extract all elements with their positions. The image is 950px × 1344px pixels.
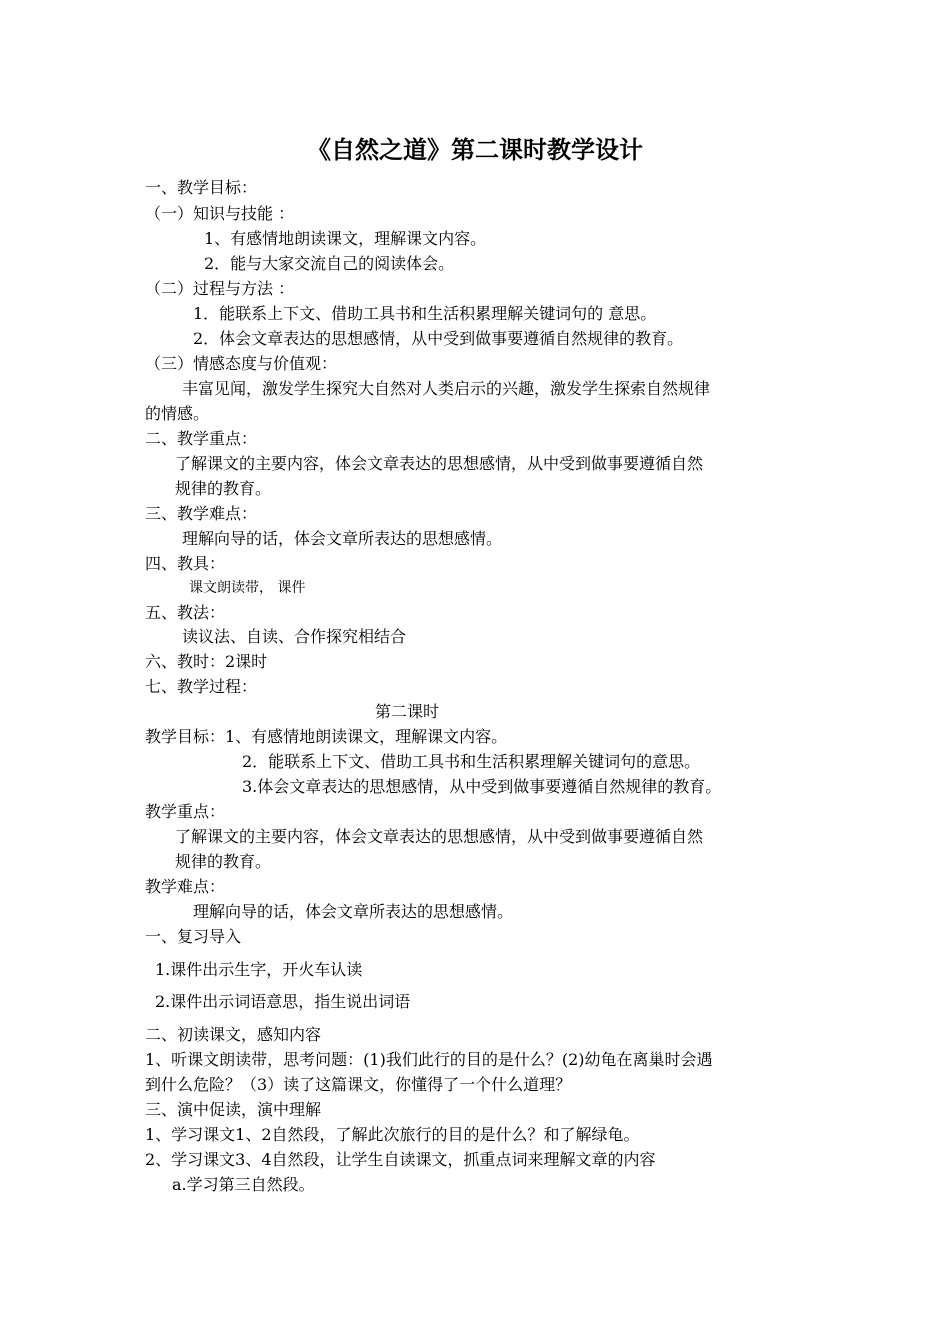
objective-line: 2．能与大家交流自己的阅读体会。 xyxy=(204,254,455,273)
body-text: 了解课文的主要内容，体会文章表达的思想感情，从中受到做事要遵循自然 xyxy=(175,454,704,473)
body-text: 理解向导的话，体会文章所表达的思想感情。 xyxy=(182,529,503,548)
body-text: 丰富见闻，激发学生探究大自然对人类启示的兴趣，激发学生探索自然规律 xyxy=(182,379,711,398)
body-text: 的情感。 xyxy=(145,404,210,423)
subheading-emotion-values: （三）情感态度与价值观： xyxy=(145,354,338,373)
lesson-key-points-heading: 教学重点： xyxy=(145,802,226,821)
body-text: 了解课文的主要内容，体会文章表达的思想感情，从中受到做事要遵循自然 xyxy=(175,827,704,846)
step-item: 1、学习课文1、2自然段，了解此次旅行的目的是什么？和了解绿龟。 xyxy=(145,1125,640,1144)
document-title: 《自然之道》第二课时教学设计 xyxy=(307,135,643,164)
body-text: 读议法、自读、合作探究相结合 xyxy=(182,627,407,646)
step-item: 1、听课文朗读带，思考问题：(1)我们此行的目的是什么？(2)幼龟在离巢时会遇 xyxy=(145,1050,713,1069)
subheading-knowledge-skills: （一）知识与技能 ： xyxy=(145,204,295,223)
step-item: a.学习第三自然段。 xyxy=(172,1175,315,1194)
step-item: 2.课件出示词语意思，指生说出词语 xyxy=(155,992,411,1011)
body-text: 课文朗读带， 课件 xyxy=(189,580,306,596)
lesson-difficulties-heading: 教学难点： xyxy=(145,877,226,896)
section-heading-key-points: 二、教学重点： xyxy=(145,429,258,448)
section-heading-objectives: 一、教学目标： xyxy=(145,178,258,197)
objective-line: 1．能联系上下文、借助工具书和生活积累理解关键词句的 意思。 xyxy=(193,304,657,323)
step-heading-first-reading: 二、初读课文，感知内容 xyxy=(145,1025,322,1044)
section-heading-teaching-process: 七、教学过程： xyxy=(145,677,258,696)
objective-line: 3.体会文章表达的思想感情，从中受到做事要遵循自然规律的教育。 xyxy=(242,777,722,796)
objective-line: 1、有感情地朗读课文，理解课文内容。 xyxy=(204,229,487,248)
step-item: 2、学习课文3、4自然段，让学生自读课文，抓重点词来理解文章的内容 xyxy=(145,1150,656,1169)
body-text: 理解向导的话，体会文章所表达的思想感情。 xyxy=(193,902,514,921)
section-heading-teaching-method: 五、教法： xyxy=(145,603,226,622)
lesson-objectives: 教学目标：1、有感情地朗读课文，理解课文内容。 xyxy=(145,727,508,746)
step-heading-review: 一、复习导入 xyxy=(145,927,242,946)
section-heading-class-hours: 六、教时：2课时 xyxy=(145,652,268,671)
body-text: 规律的教育。 xyxy=(175,852,272,871)
step-item: 到什么危险？（3）读了这篇课文，你懂得了一个什么道理？ xyxy=(145,1075,572,1094)
step-item: 1.课件出示生字，开火车认读 xyxy=(155,960,363,979)
subheading-process-method: （二）过程与方法 ： xyxy=(145,279,295,298)
objective-line: 2．体会文章表达的思想感情，从中受到做事要遵循自然规律的教育。 xyxy=(193,329,684,348)
body-text: 规律的教育。 xyxy=(175,479,272,498)
section-heading-difficulties: 三、教学难点： xyxy=(145,504,258,523)
lesson-subtitle: 第二课时 xyxy=(375,702,440,721)
step-heading-acting: 三、演中促读，演中理解 xyxy=(145,1100,322,1119)
objective-line: 2．能联系上下文、借助工具书和生活积累理解关键词句的意思。 xyxy=(242,752,701,771)
section-heading-teaching-aids: 四、教具： xyxy=(145,554,226,573)
